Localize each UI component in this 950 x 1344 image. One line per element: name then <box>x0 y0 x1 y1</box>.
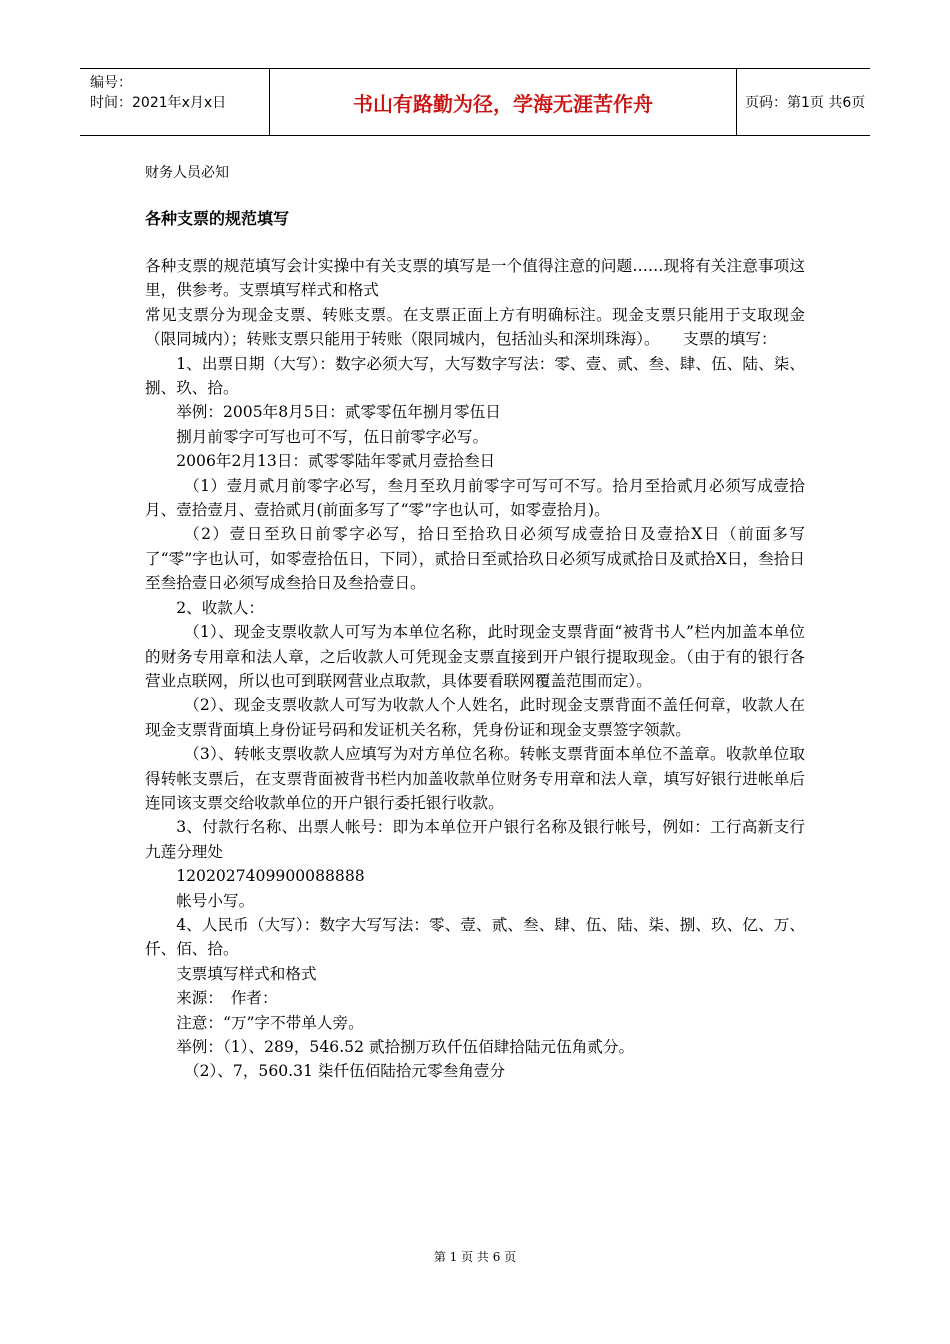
paragraph: 各种支票的规范填写会计实操中有关支票的填写是一个值得注意的问题……现将有关注意事项这里，供参考。支票填写样式和格式 <box>145 257 805 300</box>
header-meta <box>80 69 270 135</box>
paragraph: 1202027409900088888 <box>176 867 365 886</box>
document-date-label: 时间：2021年x月x日 <box>90 95 227 111</box>
paragraph: （2）、现金支票收款人可写为收款人个人姓名，此时现金支票背面不盖任何章，收款人在现金支票背面填上身份证号码和发证机关名称，凭身份证和现金支票签字领款。 <box>145 696 805 739</box>
paragraph: （1）壹月贰月前零字必写，叁月至玖月前零字可写可不写。拾月至拾贰月必须写成壹拾月、壹拾壹月、壹拾贰月(前面多写了“零”字也认可，如零壹拾月)。 <box>145 476 805 520</box>
paragraph: （2）壹日至玖日前零字必写，拾日至拾玖日必须写成壹拾日及壹拾X日（前面多写了“零”字也认可，如零壹拾伍日，下同），贰拾日至贰拾玖日必须写成贰拾日及贰拾X日，叁拾日至叁拾壹日必须写成叁拾日及叁拾壹日。 <box>145 525 805 593</box>
page-header <box>80 68 870 136</box>
paragraph: 2、收款人： <box>176 598 265 617</box>
paragraph: 捌月前零字可写也可不写，伍日前零字必写。 <box>176 427 489 446</box>
page-footer: 第 1 页 共 6 页 <box>433 1250 517 1264</box>
paragraph: 3、付款行名称、出票人帐号：即为本单位开户银行名称及银行帐号，例如：工行高新支行九莲分理处 <box>145 818 805 861</box>
document-title: 各种支票的规范填写 <box>145 209 290 228</box>
header-motto: 书山有路勤为径，学海无涯苦作舟 <box>270 69 737 135</box>
paragraph: 4、人民币（大写）：数字大写写法：零、壹、贰、叁、肆、伍、陆、柒、捌、玖、亿、万、仟、佰、拾。 <box>145 915 805 959</box>
paragraph: 注意：“万”字不带单人旁。 <box>176 1013 364 1032</box>
paragraph: 支票填写样式和格式 <box>176 964 317 983</box>
paragraph: 1、出票日期（大写）：数字必须大写，大写数字写法：零、壹、贰、叁、肆、伍、陆、柒、捌、玖、拾。 <box>145 354 805 398</box>
paragraph: 举例：（1）、289，546.52 贰拾捌万玖仟伍佰肆拾陆元伍角贰分。 <box>176 1038 635 1056</box>
document-number-label: 编号： <box>90 75 132 91</box>
paragraph: 来源： 作者： <box>176 989 278 1008</box>
paragraph: 2006年2月13日：贰零零陆年零贰月壹拾叁日 <box>176 452 496 471</box>
paragraph: （2）、7，560.31 柒仟伍佰陆拾元零叁角壹分 <box>184 1062 506 1081</box>
document-subject: 财务人员必知 <box>145 165 229 181</box>
paragraph: （3）、转帐支票收款人应填写为对方单位名称。转帐支票背面本单位不盖章。收款单位取得转帐支票后，在支票背面被背书栏内加盖收款单位财务专用章和法人章，填写好银行进帐单后连同该支票交给收款单位的开户银行委托银行收款。 <box>145 745 805 812</box>
paragraph: （1）、现金支票收款人可写为本单位名称，此时现金支票背面“被背书人”栏内加盖本单位的财务专用章和法人章，之后收款人可凭现金支票直接到开户银行提取现金。（由于有的银行各营业点联网，所以也可到联网营业点取款，具体要看联网覆盖范围而定）。 <box>145 623 805 690</box>
header-page-number: 页码：第1页 共6页 <box>745 95 866 111</box>
paragraph: 常见支票分为现金支票、转账支票。在支票正面上方有明确标注。现金支票只能用于支取现金（限同城内）；转账支票只能用于转账（限同城内，包括汕头和深圳珠海）。 支票的填写： <box>145 305 805 349</box>
paragraph: 举例：2005年8月5日：贰零零伍年捌月零伍日 <box>176 403 501 422</box>
paragraph: 帐号小写。 <box>176 891 255 910</box>
document-body <box>145 254 805 1084</box>
